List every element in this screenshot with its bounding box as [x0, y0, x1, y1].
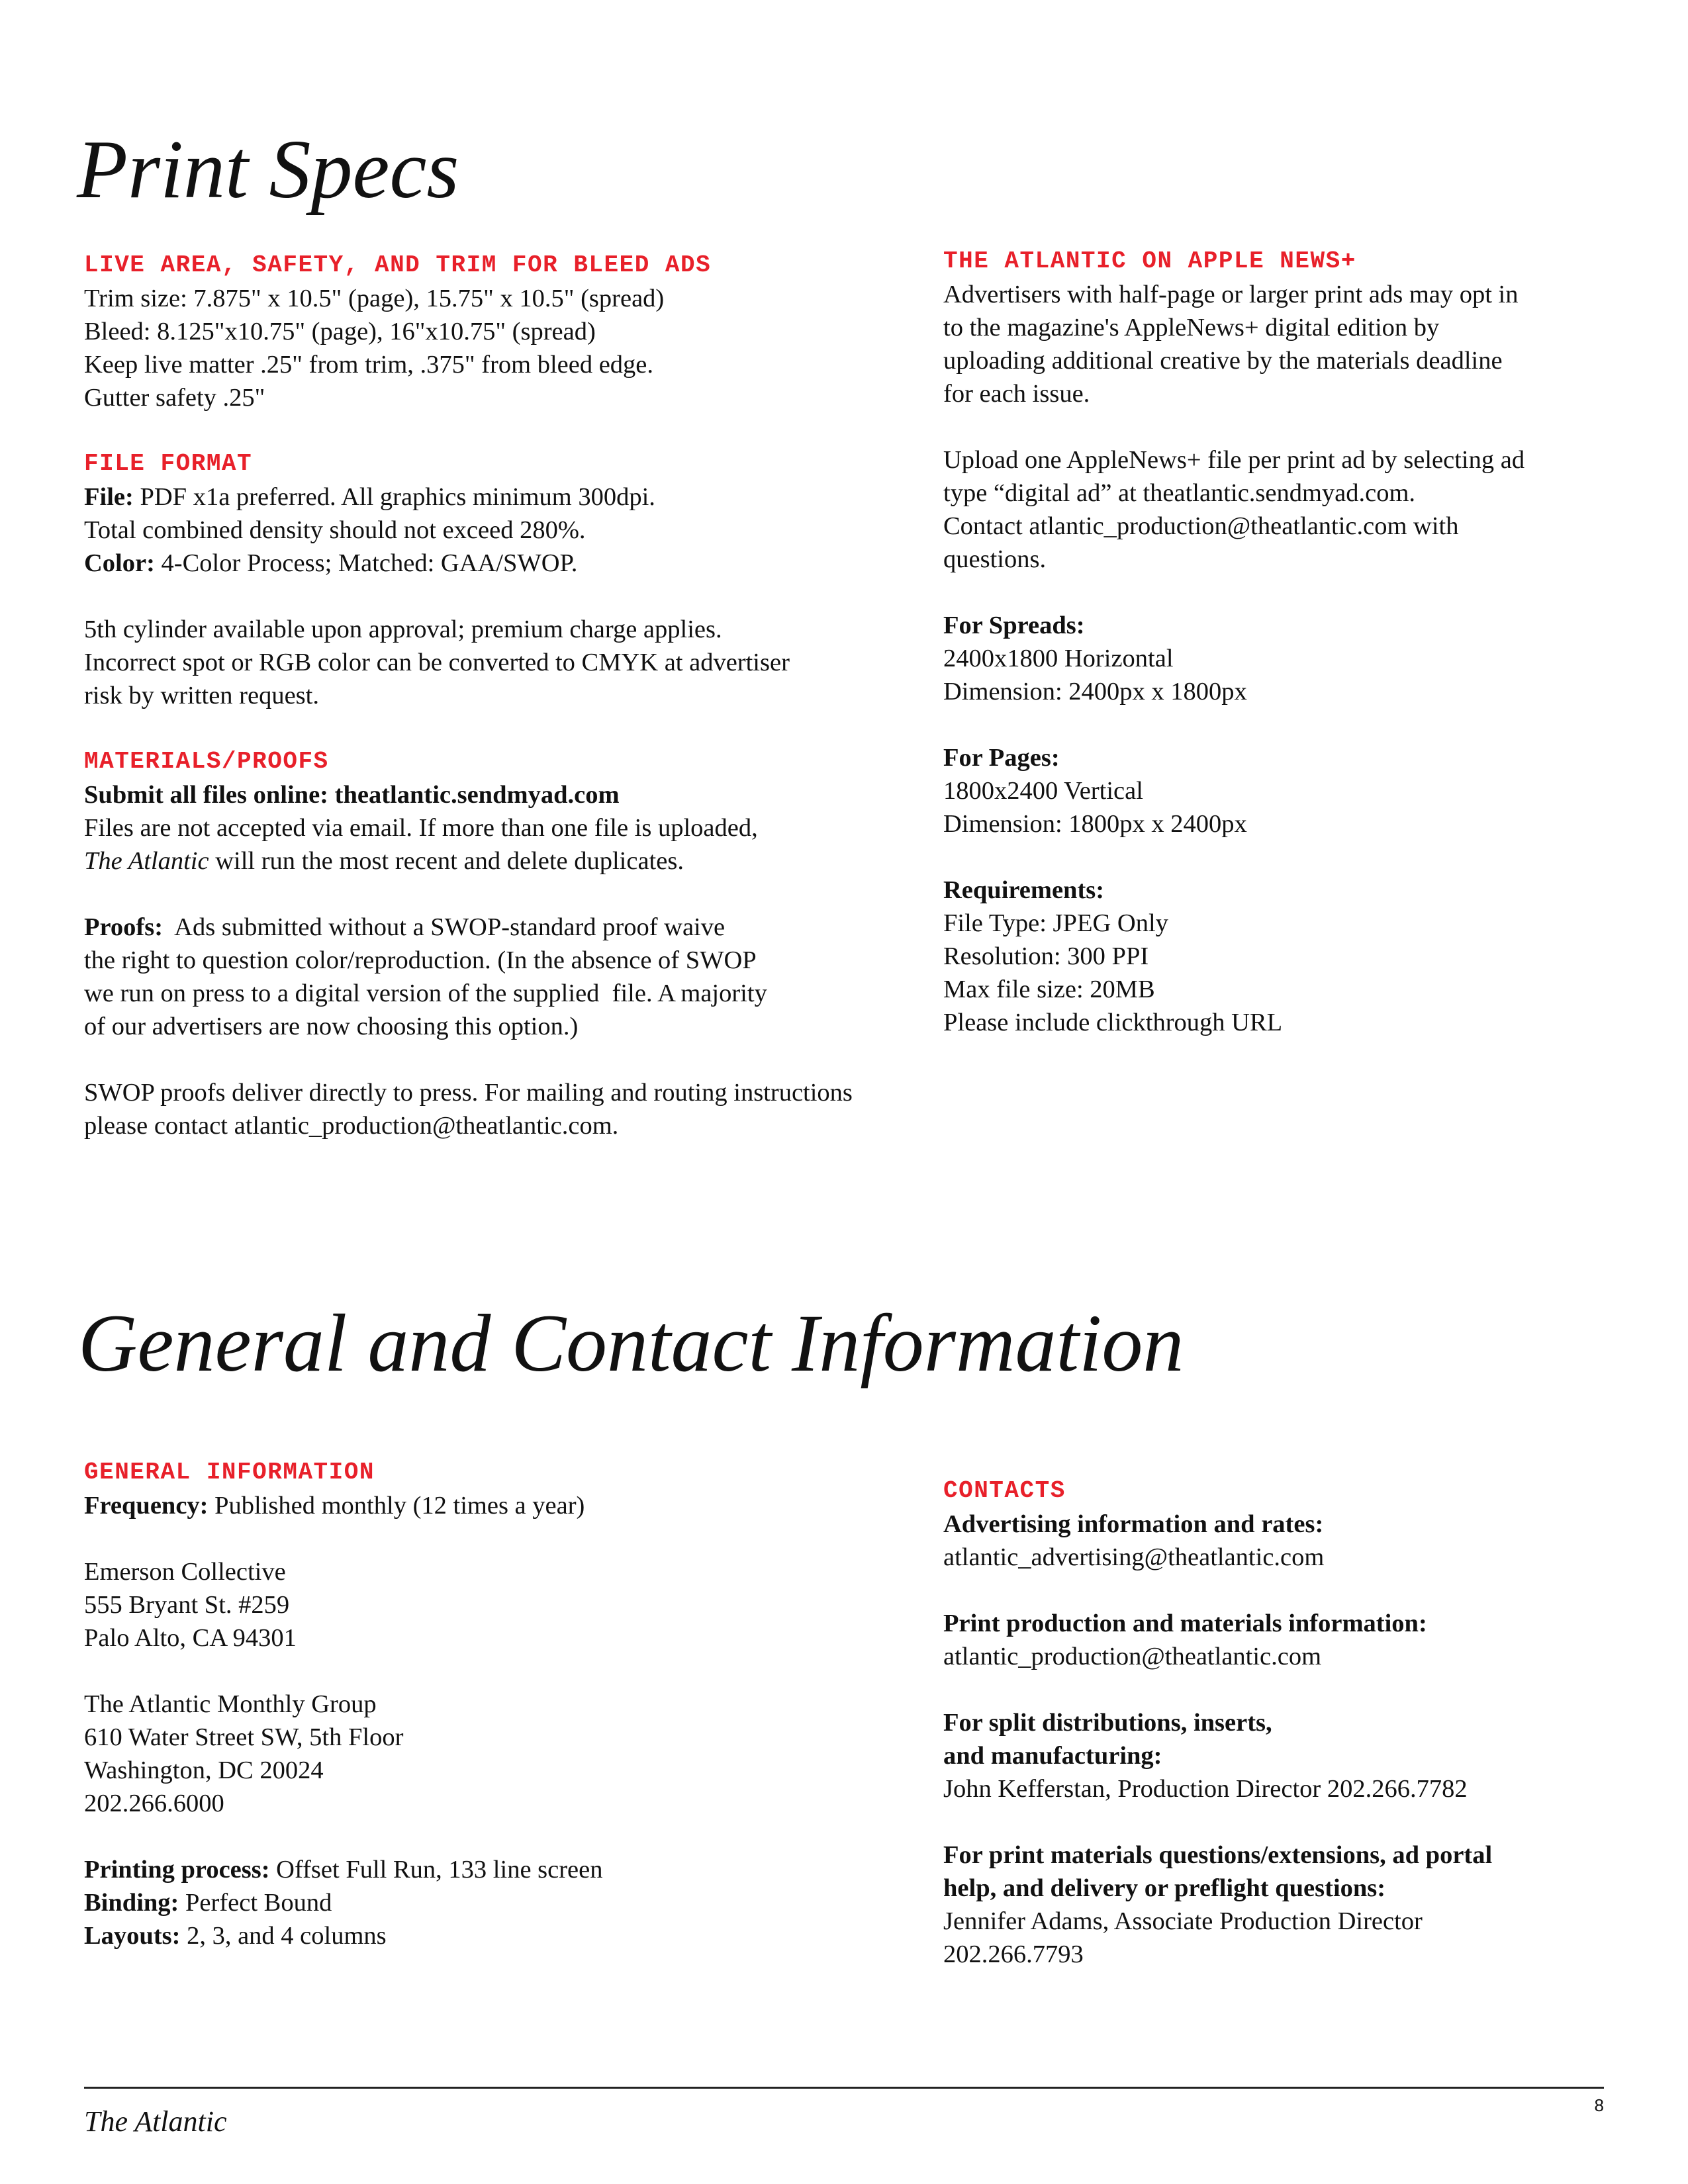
proofs-value: Ads submitted without a SWOP-standard proof waive	[163, 913, 726, 941]
requirements-line: Max file size: 20MB	[943, 976, 1155, 1003]
frequency-value: Published monthly (12 times a year)	[208, 1492, 585, 1520]
address-line: 555 Bryant St. #259	[84, 1591, 290, 1619]
file-value: PDF x1a preferred. All graphics minimum 300dpi.	[133, 483, 655, 511]
upload-line: type “digital ad” at theatlantic.sendmyad.com.	[943, 479, 1416, 507]
layouts-label: Layouts:	[84, 1922, 181, 1950]
printing-process-value: Offset Full Run, 133 line screen	[269, 1856, 603, 1884]
production-email: atlantic_production@theatlantic.com	[943, 1643, 1322, 1670]
color-line	[84, 547, 853, 580]
questions-label	[943, 1872, 1492, 1905]
phone-line: 202.266.6000	[84, 1790, 224, 1817]
proofs-line: of our advertisers are now choosing this option.)	[84, 1013, 579, 1040]
requirements-label-text: Requirements:	[943, 876, 1105, 904]
proofs-line	[84, 911, 853, 944]
production-label	[943, 1607, 1492, 1640]
swop-line: SWOP proofs deliver directly to press. For mailing and routing instructions	[84, 1079, 853, 1107]
pages-label-text: For Pages:	[943, 744, 1060, 772]
binding-line	[84, 1886, 602, 1919]
layouts-value: 2, 3, and 4 columns	[180, 1922, 387, 1950]
bleed-line: Bleed: 8.125"x10.75" (page), 16"x10.75" (spread)	[84, 318, 596, 345]
questions-label-text: help, and delivery or preflight questions:	[943, 1874, 1386, 1902]
questions-contact: Jennifer Adams, Associate Production Director	[943, 1907, 1423, 1935]
density-line: Total combined density should not exceed 280%.	[84, 516, 586, 544]
live-area-heading: LIVE AREA, SAFETY, AND TRIM FOR BLEED ADS	[84, 251, 712, 279]
proofs-label: Proofs:	[84, 913, 164, 941]
advertising-label-text: Advertising information and rates:	[943, 1510, 1324, 1538]
footer-brand-logo: The Atlantic	[84, 2105, 227, 2138]
file-format-heading: FILE FORMAT	[84, 450, 253, 477]
color-label: Color:	[84, 549, 155, 577]
file-line	[84, 480, 853, 514]
files-note-rest: will run the most recent and delete duplicates.	[209, 847, 684, 875]
production-label-text: Print production and materials information:	[943, 1610, 1427, 1637]
questions-contact-phone: 202.266.7793	[943, 1940, 1084, 1968]
proofs-line: we run on press to a digital version of the supplied file. A majority	[84, 979, 767, 1007]
files-note-line: Files are not accepted via email. If more than one file is uploaded,	[84, 814, 758, 842]
layouts-line	[84, 1919, 602, 1952]
advertising-email: atlantic_advertising@theatlantic.com	[943, 1543, 1325, 1571]
requirements-label	[943, 874, 1524, 907]
apple-news-intro-line: to the magazine's AppleNews+ digital edition by	[943, 314, 1440, 341]
pages-label	[943, 741, 1524, 774]
cylinder-line: Incorrect spot or RGB color can be converted to CMYK at advertiser	[84, 649, 790, 676]
cylinder-line: 5th cylinder available upon approval; premium charge applies.	[84, 615, 722, 643]
gutter-safety-line: Gutter safety .25"	[84, 384, 265, 412]
upload-line: Upload one AppleNews+ file per print ad by selecting ad	[943, 446, 1525, 474]
apple-news-intro-line: Advertisers with half-page or larger print ads may opt in	[943, 281, 1519, 308]
file-label: File:	[84, 483, 134, 511]
trim-size-line: Trim size: 7.875" x 10.5" (page), 15.75" x 10.5" (spread)	[84, 285, 665, 312]
apple-news-heading: THE ATLANTIC ON APPLE NEWS+	[943, 248, 1356, 275]
address-line: The Atlantic Monthly Group	[84, 1690, 377, 1718]
proofs-line: the right to question color/reproduction. (In the absence of SWOP	[84, 946, 757, 974]
binding-value: Perfect Bound	[179, 1889, 332, 1917]
page-number: 8	[1594, 2095, 1604, 2115]
address-line: Palo Alto, CA 94301	[84, 1624, 297, 1652]
live-matter-line: Keep live matter .25" from trim, .375" from bleed edge.	[84, 351, 653, 379]
printing-process-label: Printing process:	[84, 1856, 270, 1884]
contacts-column	[943, 1475, 1492, 1971]
swop-line: please contact atlantic_production@theatlantic.com.	[84, 1112, 619, 1140]
requirements-line: Resolution: 300 PPI	[943, 942, 1149, 970]
general-info-column	[84, 1456, 602, 1952]
apple-news-intro-line: for each issue.	[943, 380, 1090, 408]
spreads-line: 2400x1800 Horizontal	[943, 645, 1174, 672]
split-label-text: and manufacturing:	[943, 1742, 1162, 1770]
advertising-label	[943, 1508, 1492, 1541]
questions-label	[943, 1839, 1492, 1872]
general-contact-title: General and Contact Information	[78, 1298, 1184, 1388]
print-specs-right-column	[943, 245, 1524, 1039]
address-line: Washington, DC 20024	[84, 1756, 324, 1784]
spreads-label	[943, 609, 1524, 642]
requirements-line: Please include clickthrough URL	[943, 1009, 1283, 1036]
binding-label: Binding:	[84, 1889, 179, 1917]
address-line: 610 Water Street SW, 5th Floor	[84, 1723, 404, 1751]
split-label	[943, 1739, 1492, 1772]
contacts-heading: CONTACTS	[943, 1477, 1066, 1504]
split-contact: John Kefferstan, Production Director 202.266.7782	[943, 1775, 1468, 1803]
spreads-label-text: For Spreads:	[943, 612, 1085, 639]
color-value: 4-Color Process; Matched: GAA/SWOP.	[154, 549, 578, 577]
pages-line: Dimension: 1800px x 2400px	[943, 810, 1247, 838]
pages-line: 1800x2400 Vertical	[943, 777, 1143, 805]
submit-files-line	[84, 778, 853, 811]
questions-label-text: For print materials questions/extensions, ad portal	[943, 1841, 1493, 1869]
split-label	[943, 1706, 1492, 1739]
upload-line: questions.	[943, 545, 1047, 573]
frequency-label: Frequency:	[84, 1492, 209, 1520]
spreads-line: Dimension: 2400px x 1800px	[943, 678, 1247, 705]
address-line: Emerson Collective	[84, 1558, 286, 1586]
files-note-line	[84, 844, 853, 878]
cylinder-line: risk by written request.	[84, 682, 319, 709]
general-info-heading: GENERAL INFORMATION	[84, 1459, 375, 1486]
apple-news-intro-line: uploading additional creative by the materials deadline	[943, 347, 1503, 375]
requirements-line: File Type: JPEG Only	[943, 909, 1168, 937]
publication-name: The Atlantic	[84, 847, 209, 875]
submit-files-text: Submit all files online: theatlantic.sendmyad.com	[84, 781, 620, 809]
upload-line: Contact atlantic_production@theatlantic.com with	[943, 512, 1459, 540]
split-label-text: For split distributions, inserts,	[943, 1709, 1272, 1737]
print-specs-left-column	[84, 249, 853, 1142]
footer-divider	[84, 2087, 1604, 2089]
materials-proofs-heading: MATERIALS/PROOFS	[84, 748, 329, 775]
printing-process-line	[84, 1853, 602, 1886]
print-specs-title: Print Specs	[77, 124, 459, 216]
frequency-line	[84, 1489, 602, 1522]
